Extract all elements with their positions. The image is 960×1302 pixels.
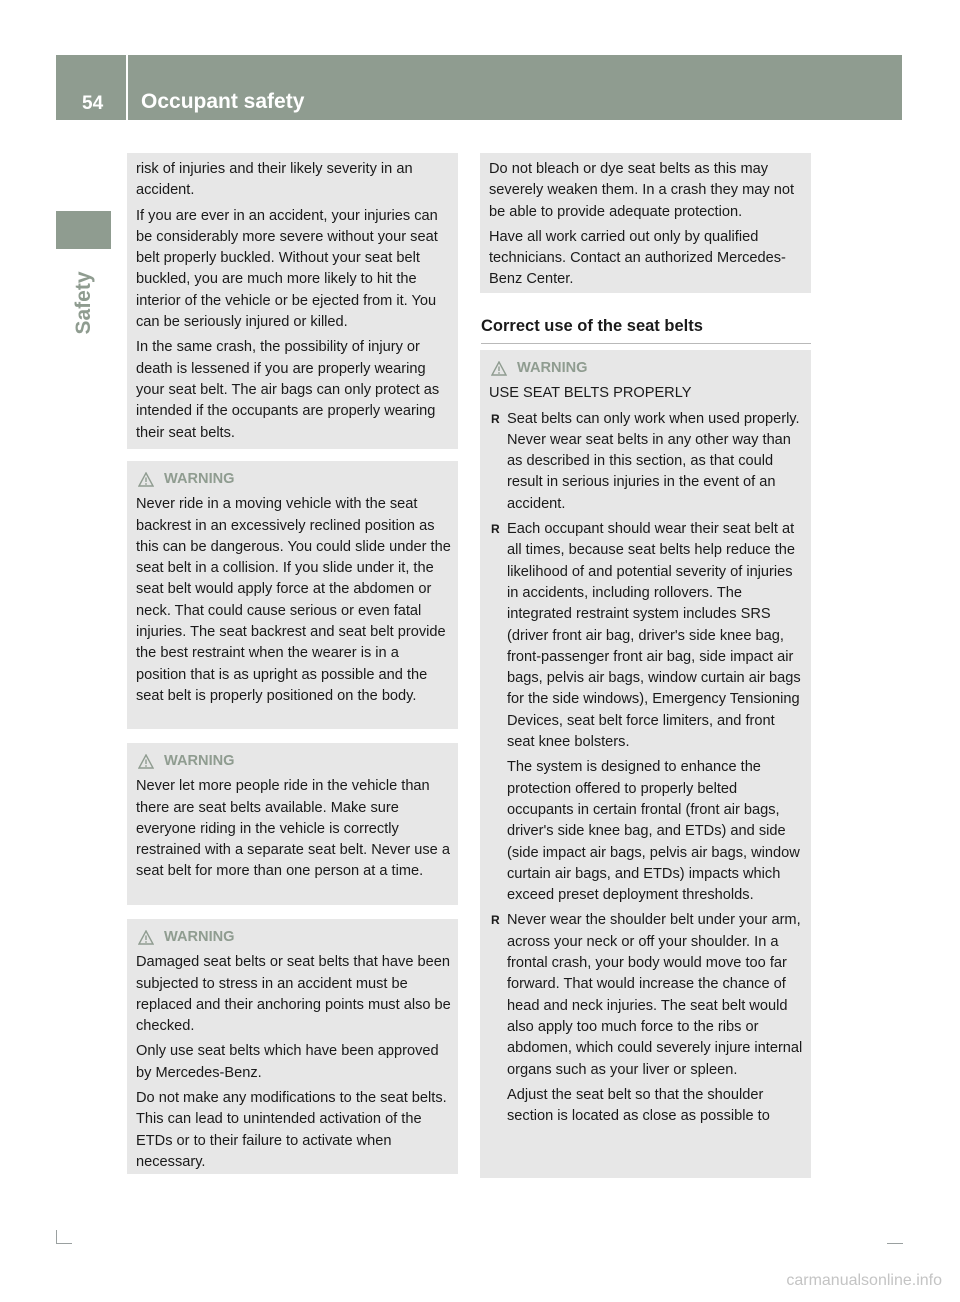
- warning-box-reclined-seat: [127, 461, 458, 729]
- warning-triangle-icon: [138, 930, 154, 945]
- list-item: [489, 910, 804, 1127]
- warning-label: WARNING: [164, 471, 235, 487]
- paragraph: Do not bleach or dye seat belts as this may severely weaken them. In a crash they may not be able to provide adequate protection.: [489, 161, 794, 220]
- warning-heading: [138, 469, 451, 490]
- list-item-text: R Seat belts can only work when used properly. Never wear seat belts in any other way than as described in this section, as that could result in serious injuries in the event of an accident.: [507, 410, 800, 512]
- section-side-label-text: Safety: [71, 271, 95, 335]
- warning-heading: [138, 751, 451, 772]
- list-item-extra: Adjust the seat belt so that the shoulder section is located as close as possible to: [507, 1086, 770, 1125]
- list-item: [489, 409, 804, 515]
- paragraph: Never ride in a moving vehicle with the seat backrest in an excessively reclined position as this can be dangerous. You could slide under the seat belt in a collision. If you slide under it, the seat belt would apply force at the abdomen or neck. That could cause serious or even fatal injuries. The seat backrest and seat belt provide the best restraint when the wearer is in a position that is as upright as possible and the seat belt is properly positioned on the body.: [136, 496, 451, 704]
- page-number: 54: [82, 93, 104, 114]
- crop-mark: [56, 1230, 57, 1244]
- paragraph: In the same crash, the possibility of injury or death is lessened if you are properly wearing your seat belt. The air bags can only protect as intended if the occupants are properly wearing their seat belts.: [136, 339, 440, 441]
- crop-mark: [56, 1243, 72, 1244]
- paragraph: Never let more people ride in the vehicle than there are seat belts available. Make sure everyone riding in the vehicle is correctly restrained with a separate seat belt. Never use a seat belt for more than one person at a time.: [136, 778, 450, 880]
- list-item-text: R Each occupant should wear their seat belt at all times, because seat belts help reduce the likelihood of and potential severity of injuries in accidents, including rollovers. The integrated restraint system includes SRS (driver front air bag, driver's side knee bag, front-passenger front air bag, side impact air bags, pelvis air bags, window curtain air bags for the side windows), Emergency Tensioning Devices, seat belt force limiters, and front seat knee bolsters.: [507, 521, 801, 751]
- paragraph: risk of injuries and their likely severity in an accident.: [136, 161, 413, 199]
- watermark: carmanualsonline.info: [786, 1272, 942, 1289]
- section-tab-marker: [56, 211, 111, 249]
- crop-mark: [887, 1243, 903, 1244]
- warning-label: WARNING: [164, 929, 235, 945]
- warning-triangle-icon: [138, 754, 154, 769]
- warning-box-use-belts-properly: [480, 350, 811, 1178]
- list-item: [489, 519, 804, 906]
- header-divider: [126, 55, 128, 120]
- bleach-warning-box: [480, 153, 811, 293]
- warning-heading: [491, 358, 804, 379]
- section-heading: Correct use of the seat belts: [481, 317, 811, 344]
- warning-triangle-icon: [138, 472, 154, 487]
- warning-label: WARNING: [164, 753, 235, 769]
- paragraph: Do not make any modifications to the seat belts. This can lead to unintended activation of the ETDs or to their failure to activate when necessary.: [136, 1090, 447, 1170]
- list-item-extra: The system is designed to enhance the protection offered to properly belted occupants in certain frontal (front air bags, driver's side knee bag, and ETDs) and side (side impact air bags, pelvis air bags, window curtain air bags, and ETDs) impacts which exceed preset deployment thresholds.: [507, 759, 800, 904]
- warning-intro: USE SEAT BELTS PROPERLY: [489, 385, 692, 402]
- paragraph: If you are ever in an accident, your injuries can be considerably more severe without your seat belt properly buckled. Without your seat belt buckled, you are much more likely to hit the interior of the vehicle or be ejected from it. You can be seriously injured or killed.: [136, 207, 438, 331]
- list-item-text: R Never wear the shoulder belt under your arm, across your neck or off your shoulder. In a frontal crash, your body would move too far forward. That would increase the chance of head and neck injuries. The seat belt would also apply too much force to the ribs or abdomen, which could severely injure internal organs such as your liver or spleen.: [507, 912, 803, 1078]
- warning-heading: [138, 927, 451, 948]
- section-side-label: [56, 258, 111, 348]
- warning-triangle-icon: [491, 361, 507, 376]
- paragraph: Have all work carried out only by qualified technicians. Contact an authorized Mercedes-Benz Center.: [489, 228, 786, 288]
- intro-text-box: [127, 153, 458, 449]
- warning-box-passenger-count: [127, 743, 458, 905]
- page-title: Occupant safety: [141, 90, 305, 113]
- bullet-list: [489, 409, 804, 1128]
- paragraph: Damaged seat belts or seat belts that have been subjected to stress in an accident must be replaced and their anchoring points must also be checked.: [136, 954, 451, 1035]
- warning-label: WARNING: [517, 360, 588, 376]
- warning-box-damaged-belts: [127, 919, 458, 1174]
- paragraph: Only use seat belts which have been approved by Mercedes-Benz.: [136, 1043, 439, 1081]
